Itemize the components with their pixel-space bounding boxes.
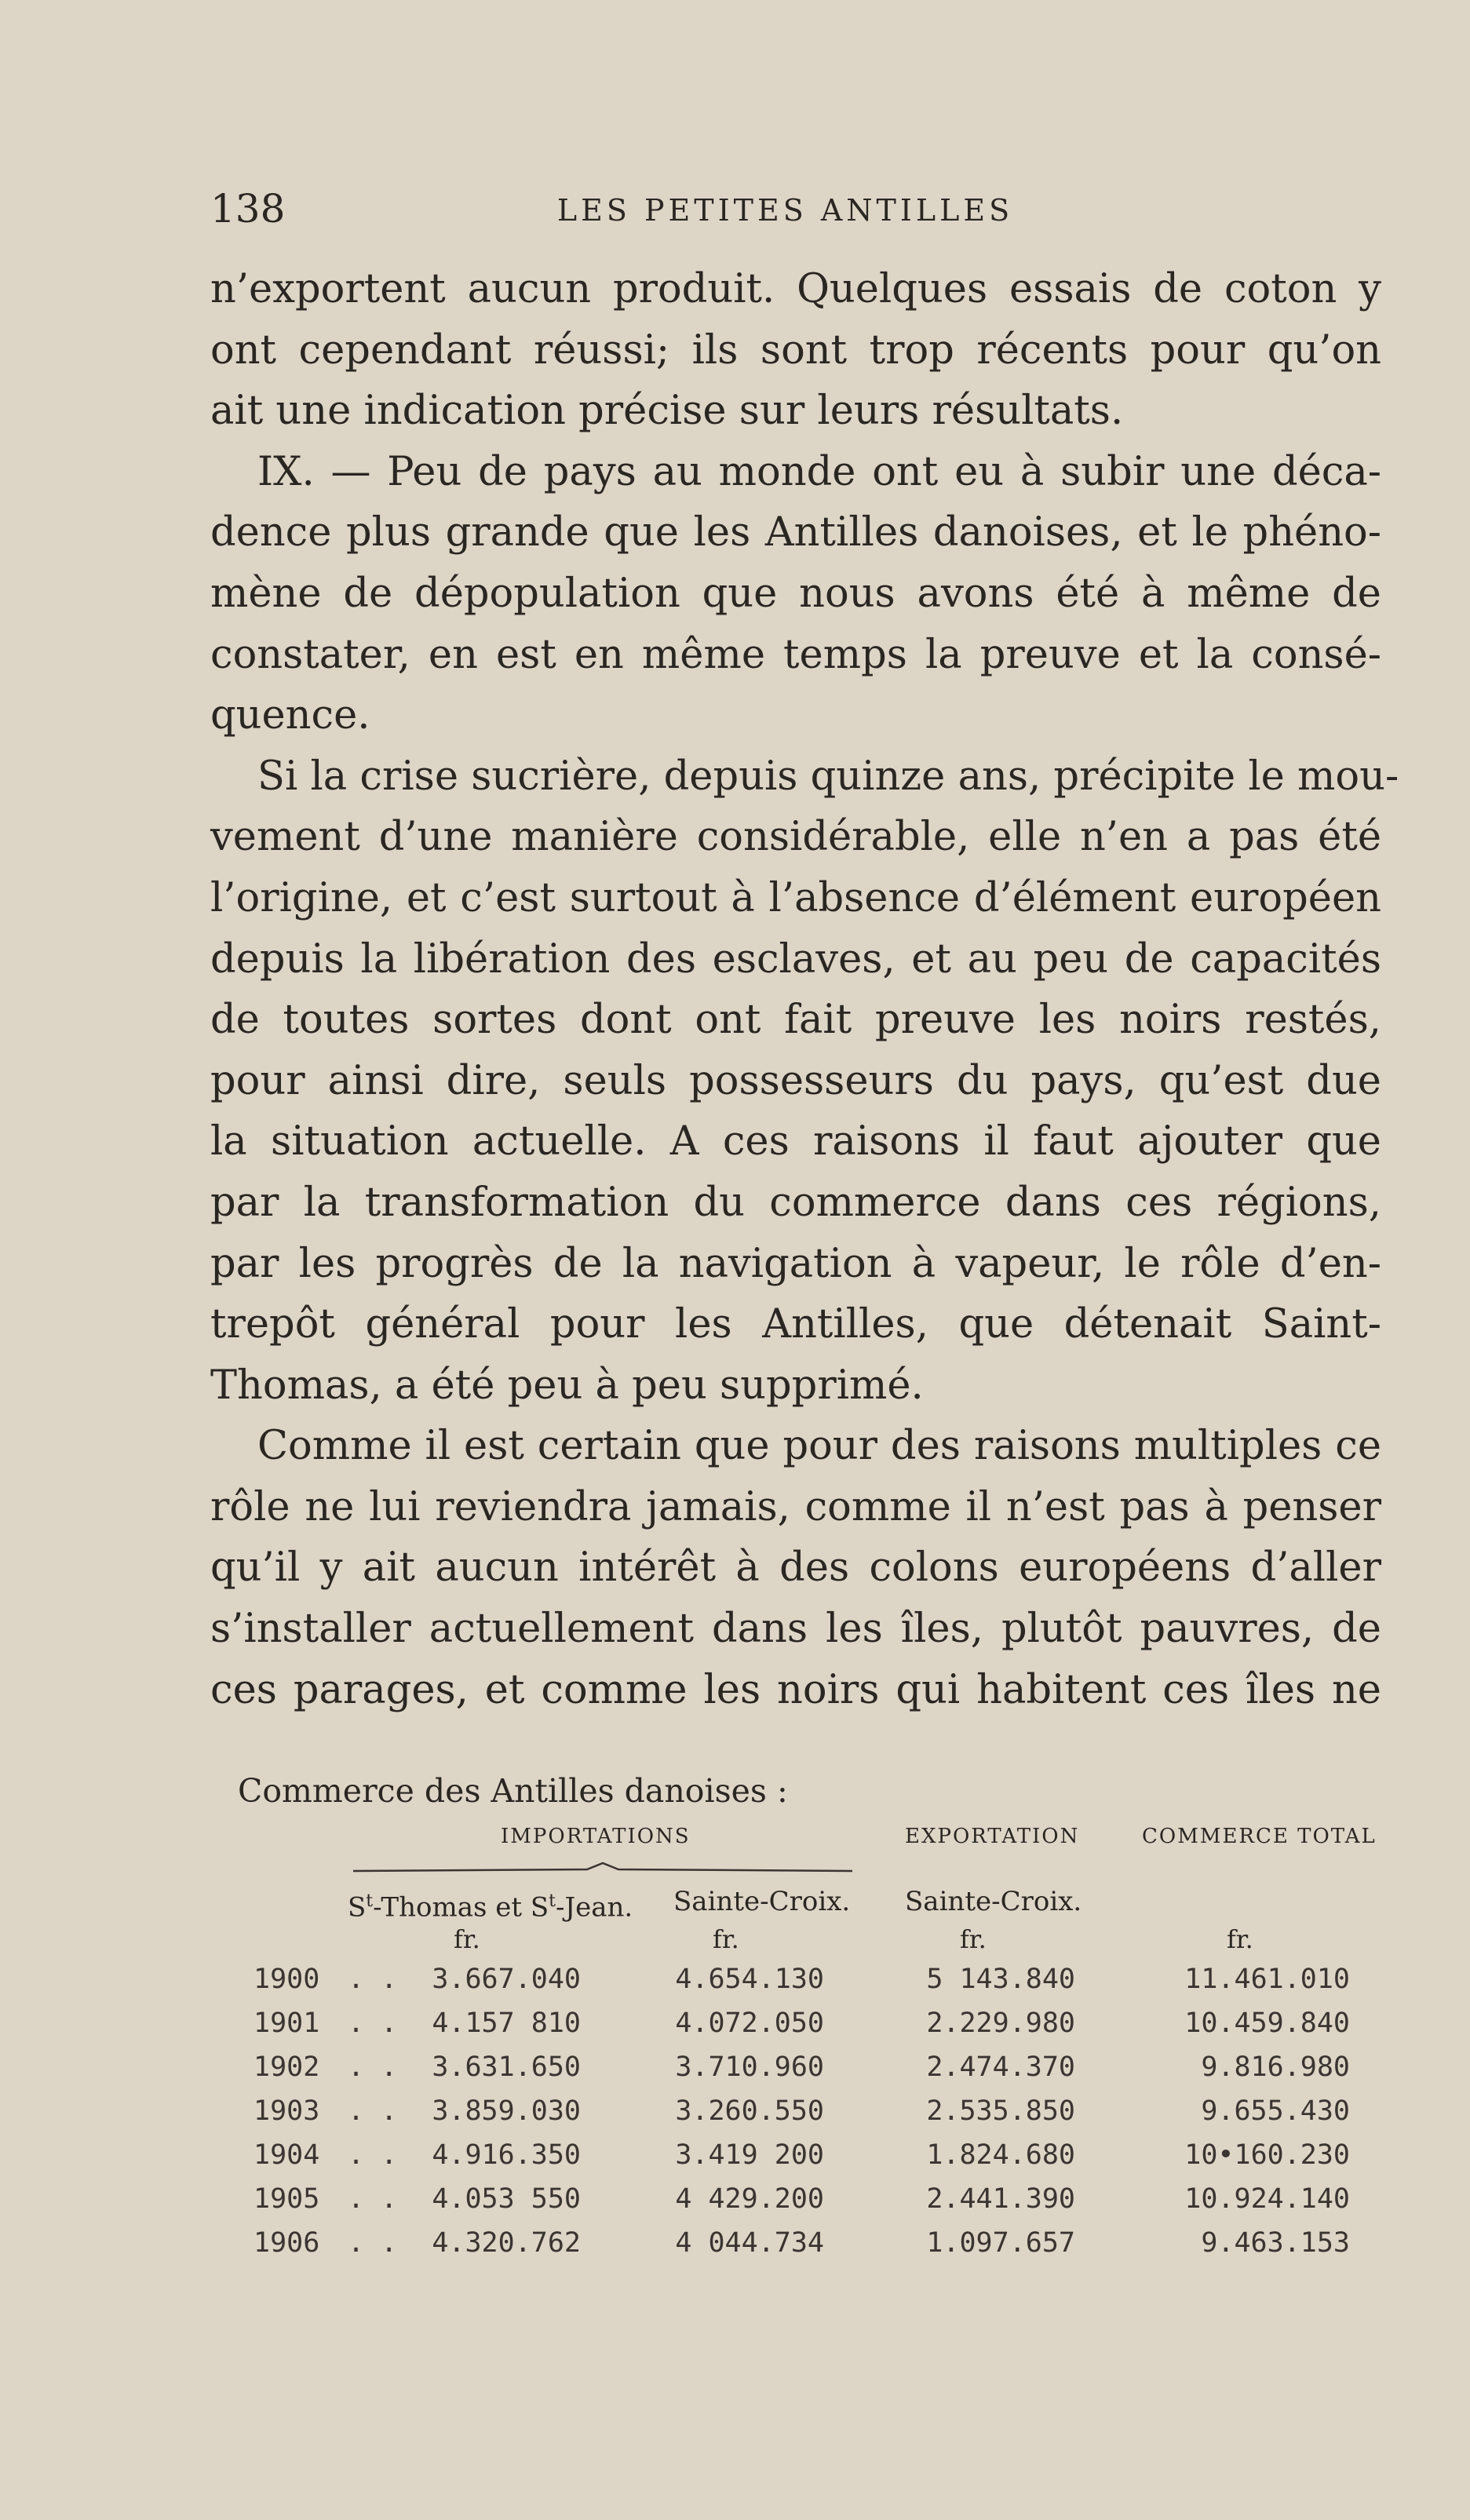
total-cell: 11.461.010 — [1184, 1964, 1350, 1995]
st-thomas-header-part: S — [348, 1891, 367, 1924]
text-line: trepôt général pour les Antilles, que détenait Saint- — [210, 1301, 1381, 1348]
text-line: vement d’une manière considérable, elle n’en a pas été — [210, 814, 1381, 861]
leader-dots: . . — [348, 2051, 398, 2083]
ste-croix-cell: 4 429.200 — [675, 2183, 824, 2215]
leader-dots: . . — [348, 2183, 398, 2215]
ste-croix-cell: 4.072.050 — [675, 2008, 824, 2039]
text-line: ait une indication précise sur leurs résultats. — [210, 388, 1124, 435]
st-thomas-header-sup: t — [549, 1891, 556, 1911]
text-line: par la transformation du commerce dans ces régions, — [210, 1179, 1381, 1226]
leader-dots: . . — [348, 2095, 398, 2127]
unit-label: fr. — [960, 1924, 987, 1954]
unit-label: fr. — [713, 1924, 739, 1954]
year-cell: 1906 — [254, 2227, 320, 2259]
total-group-header: COMMERCE TOTAL — [1142, 1825, 1377, 1848]
table-row — [0, 2089, 1470, 2133]
st-thomas-cell: 4.157 810 — [432, 2008, 581, 2039]
ste-croix-cell: 3.419 200 — [675, 2139, 824, 2171]
unit-label: fr. — [1227, 1924, 1253, 1954]
page-number: 138 — [210, 186, 286, 232]
imports-brace — [352, 1862, 854, 1876]
text-line: Comme il est certain que pour des raisons multiples ce — [257, 1423, 1381, 1470]
table-row — [0, 2001, 1470, 2045]
year-cell: 1902 — [254, 2051, 320, 2083]
st-thomas-cell: 4.916.350 — [432, 2139, 581, 2171]
text-line: de toutes sortes dont ont fait preuve les noirs restés, — [210, 997, 1381, 1044]
text-line: quence. — [210, 692, 370, 739]
total-cell: 9.463.153 — [1201, 2227, 1350, 2259]
st-thomas-cell: 3.667.040 — [432, 1964, 581, 1995]
st-thomas-header-part: -Thomas et S — [373, 1891, 549, 1924]
year-cell: 1905 — [254, 2183, 320, 2215]
text-line: l’origine, et c’est surtout à l’absence d’élément européen — [210, 874, 1381, 921]
st-thomas-header — [348, 1886, 633, 1923]
leader-dots: . . — [348, 1964, 398, 1995]
text-line: IX. — Peu de pays au monde ont eu à subir une déca- — [257, 448, 1381, 495]
text-line: Si la crise sucrière, depuis quinze ans, précipite le mou- — [257, 753, 1399, 800]
table-row — [0, 2221, 1470, 2265]
text-line: constater, en est en même temps la preuve et la consé- — [210, 631, 1381, 678]
text-line: la situation actuelle. A ces raisons il faut ajouter que — [210, 1118, 1381, 1165]
total-cell: 10•160.230 — [1184, 2139, 1350, 2171]
table-row — [0, 1957, 1470, 2001]
total-cell: 10.924.140 — [1184, 2183, 1350, 2215]
text-line: depuis la libération des esclaves, et au peu de capacités — [210, 935, 1381, 983]
export-cell: 1.097.657 — [926, 2227, 1075, 2259]
table-caption: Commerce des Antilles danoises : — [238, 1772, 788, 1810]
export-cell: 1.824.680 — [926, 2139, 1075, 2171]
text-line: pour ainsi dire, seuls possesseurs du pays, qu’est due — [210, 1057, 1381, 1104]
text-line: n’exportent aucun produit. Quelques essais de coton y — [210, 266, 1381, 312]
ste-croix-cell: 4 044.734 — [675, 2227, 824, 2259]
text-line: Thomas, a été peu à peu supprimé. — [210, 1362, 924, 1409]
year-cell: 1900 — [254, 1964, 320, 1995]
total-cell: 9.816.980 — [1201, 2051, 1350, 2083]
export-cell: 2.229.980 — [926, 2008, 1075, 2039]
leader-dots: . . — [348, 2139, 398, 2171]
export-cell: 2.474.370 — [926, 2051, 1075, 2083]
export-cell: 2.535.850 — [926, 2095, 1075, 2127]
table-row — [0, 2177, 1470, 2221]
text-line: dence plus grande que les Antilles danoises, et le phéno- — [210, 509, 1381, 556]
year-cell: 1901 — [254, 2008, 320, 2039]
export-cell: 5 143.840 — [926, 1964, 1075, 1995]
export-cell: 2.441.390 — [926, 2183, 1075, 2215]
st-thomas-header-sup: t — [366, 1891, 374, 1911]
imports-group-header: IMPORTATIONS — [501, 1825, 691, 1848]
running-title-text: LES PETITES ANTILLES — [556, 193, 1014, 228]
ste-croix-export-header: Sainte-Croix. — [905, 1886, 1082, 1917]
st-thomas-header-part: -Jean. — [555, 1891, 633, 1924]
ste-croix-import-header: Sainte-Croix. — [673, 1886, 851, 1917]
text-line: ces parages, et comme les noirs qui habitent ces îles ne — [210, 1666, 1381, 1713]
total-cell: 10.459.840 — [1184, 2008, 1350, 2039]
st-thomas-cell: 3.631.650 — [432, 2051, 581, 2083]
table-row — [0, 2133, 1470, 2177]
ste-croix-cell: 3.260.550 — [675, 2095, 824, 2127]
st-thomas-cell: 4.320.762 — [432, 2227, 581, 2259]
export-group-header: EXPORTATION — [905, 1825, 1080, 1848]
text-line: qu’il y ait aucun intérêt à des colons européens d’aller — [210, 1544, 1381, 1592]
table-row — [0, 2045, 1470, 2089]
text-line: par les progrès de la navigation à vapeur, le rôle d’en- — [210, 1240, 1381, 1287]
body-text — [210, 259, 1399, 1720]
st-thomas-cell: 3.859.030 — [432, 2095, 581, 2127]
text-line: ont cependant réussi; ils sont trop récents pour qu’on — [210, 326, 1381, 374]
unit-label: fr. — [454, 1924, 480, 1954]
st-thomas-cell: 4.053 550 — [432, 2183, 581, 2215]
brace-line — [353, 1863, 852, 1871]
total-cell: 9.655.430 — [1201, 2095, 1350, 2127]
text-line: rôle ne lui reviendra jamais, comme il n’est pas à penser — [210, 1483, 1381, 1530]
text-line: s’installer actuellement dans les îles, plutôt pauvres, de — [210, 1606, 1381, 1653]
running-title — [0, 193, 1470, 228]
ste-croix-cell: 3.710.960 — [675, 2051, 824, 2083]
ste-croix-cell: 4.654.130 — [675, 1964, 824, 1995]
year-cell: 1904 — [254, 2139, 320, 2171]
text-line: mène de dépopulation que nous avons été à même de — [210, 570, 1381, 617]
year-cell: 1903 — [254, 2095, 320, 2127]
leader-dots: . . — [348, 2227, 398, 2259]
leader-dots: . . — [348, 2008, 398, 2039]
